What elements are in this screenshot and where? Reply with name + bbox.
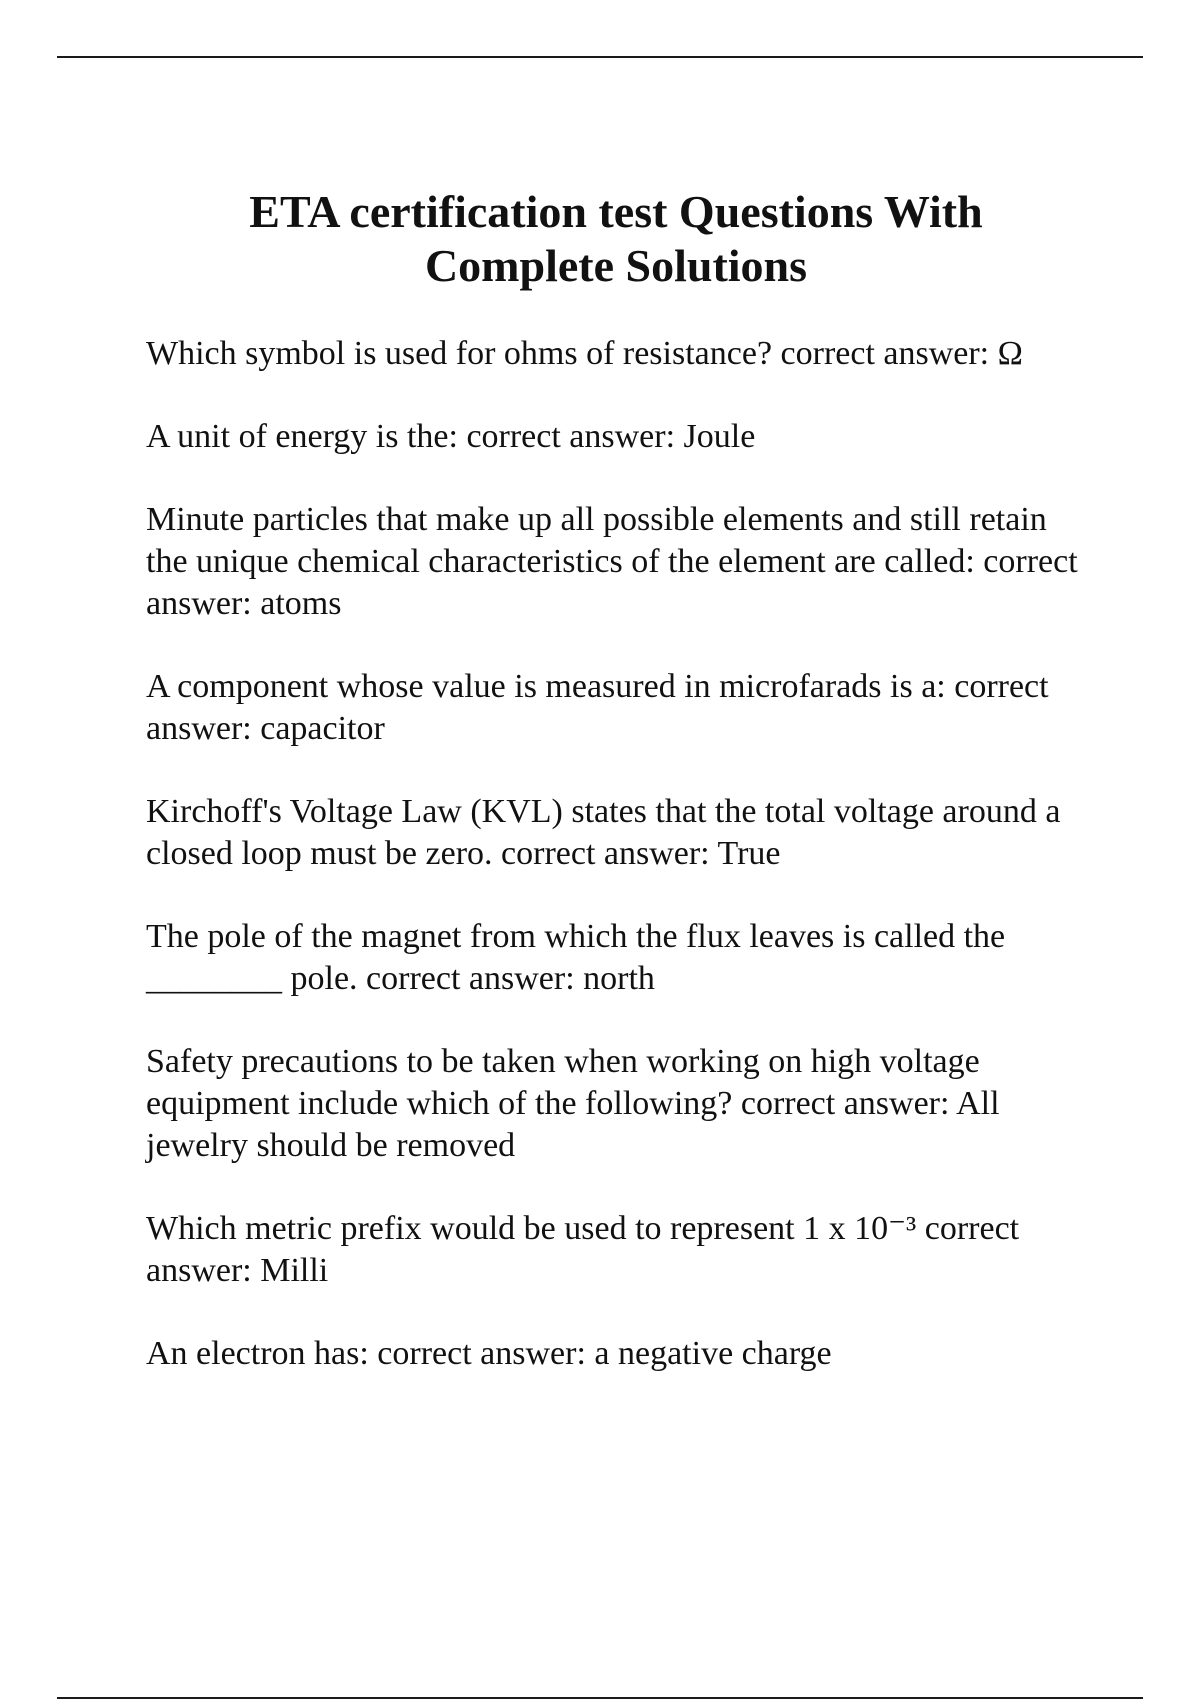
qa-item: A component whose value is measured in microfarads is a: correct answer: capacitor	[146, 668, 1049, 747]
qa-item: Kirchoff's Voltage Law (KVL) states that the total voltage around a closed loop must be zero. correct answer: True	[146, 793, 1061, 872]
document-title	[146, 185, 1086, 293]
title-line-2: Complete Solutions	[424, 240, 808, 291]
qa-item: Safety precautions to be taken when working on high voltage equipment include which of the following? correct answer: All jewelry should be removed	[146, 1043, 1000, 1164]
qa-item: An electron has: correct answer: a negative charge	[146, 1335, 832, 1372]
qa-item: A unit of energy is the: correct answer: Joule	[146, 418, 756, 455]
title-line-1: ETA certification test Questions With	[249, 186, 983, 237]
qa-item: Which symbol is used for ohms of resistance? correct answer: Ω	[146, 335, 1023, 372]
qa-item: The pole of the magnet from which the flux leaves is called the ________ pole. correct answer: north	[146, 918, 1006, 997]
footer-rule	[57, 1697, 1143, 1699]
header-rule	[57, 56, 1143, 58]
qa-item: Minute particles that make up all possible elements and still retain the unique chemical characteristics of the element are called: correct answer: atoms	[146, 501, 1078, 622]
qa-item: Which metric prefix would be used to represent 1 x 10⁻³ correct answer: Milli	[146, 1210, 1020, 1289]
document-body	[146, 185, 1086, 1416]
